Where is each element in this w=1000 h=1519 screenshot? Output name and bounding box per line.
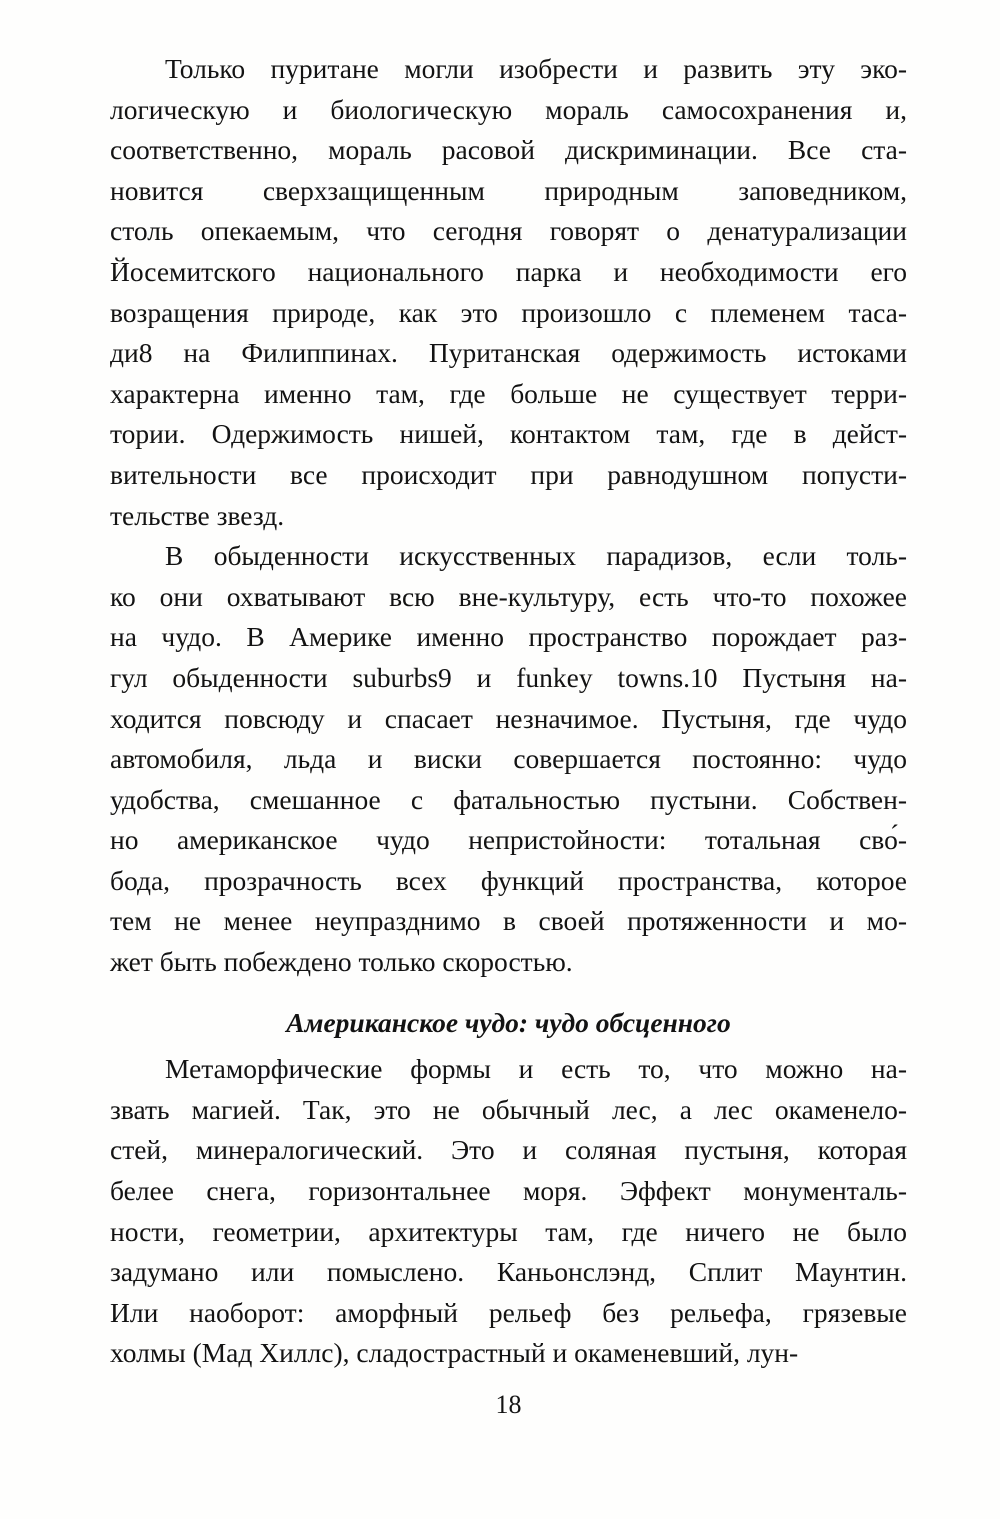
text-line: Метаморфические формы и есть то, что можно на-	[165, 1053, 907, 1085]
paragraph	[110, 536, 907, 983]
text-line: соответственно, мораль расовой дискриминации. Все ста-	[110, 134, 907, 166]
text-line: стей, минералогический. Это и соляная пустыня, которая	[110, 1134, 907, 1166]
text-line: тельстве звезд.	[110, 499, 285, 531]
text-line: автомобиля, льда и виски совершается постоянно: чудо	[110, 743, 907, 775]
text-line: характерна именно там, где больше не существует терри-	[110, 377, 907, 409]
text-line: ходится повсюду и спасает незначимое. Пустыня, где чудо	[110, 702, 907, 734]
text-line: тем не менее неупразднимо в своей протяженности и мо-	[110, 905, 907, 937]
text-line: возращения природе, как это произошло с племенем таса-	[110, 296, 907, 328]
text-line: задумано или помыслено. Каньонслэнд, Сплит Маунтин.	[110, 1256, 907, 1288]
text-line: Йосемитского национального парка и необходимости его	[110, 255, 907, 287]
text-line: звать магией. Так, это не обычный лес, а лес окаменело-	[110, 1093, 907, 1125]
text-line: ко они охватывают всю вне-культуру, есть что-то похожее	[110, 580, 907, 612]
text-line: вительности все происходит при равнодушном попусти-	[110, 458, 907, 490]
text-line: но американское чудо непристойности: тотальная сво́-	[110, 824, 907, 856]
text-line: гул обыденности suburbs9 и funkey towns.10 Пустыня на-	[110, 661, 907, 693]
section-heading: Американское чудо: чудо обсценного	[286, 1006, 731, 1038]
text-line: столь опекаемым, что сегодня говорят о денатурализации	[110, 215, 907, 247]
text-line: на чудо. В Америке именно пространство порождает раз-	[110, 621, 907, 653]
text-line: логическую и биологическую мораль самосохранения и,	[110, 93, 907, 125]
text-line: бода, прозрачность всех функций пространства, которое	[110, 864, 907, 896]
text-line: Только пуритане могли изобрести и развить эту эко-	[165, 53, 907, 84]
text-line: новится сверхзащищенным природным заповедником,	[110, 174, 907, 206]
text-line: ности, геометрии, архитектуры там, где ничего не было	[110, 1215, 907, 1247]
text-line: Или наоборот: аморфный рельеф без рельефа, грязевые	[110, 1296, 907, 1328]
paragraph	[110, 1049, 907, 1374]
text-line: удобства, смешанное с фатальностью пустыни. Собствен-	[110, 783, 907, 815]
text-line: белее снега, горизонтальнее моря. Эффект монументаль-	[110, 1175, 907, 1207]
text-block	[110, 49, 907, 1374]
text-line: В обыденности искусственных парадизов, если толь-	[165, 540, 907, 572]
text-line: тории. Одержимость нишей, контактом там, где в дейст-	[110, 418, 907, 450]
page-number: 18	[495, 1390, 522, 1419]
text-line: ди8 на Филиппинах. Пуританская одержимость истоками	[110, 337, 907, 369]
text-line: холмы (Мад Хиллс), сладострастный и окаменевший, лун-	[110, 1337, 799, 1369]
text-line: жет быть побеждено только скоростью.	[110, 946, 573, 978]
paragraph	[110, 49, 907, 536]
